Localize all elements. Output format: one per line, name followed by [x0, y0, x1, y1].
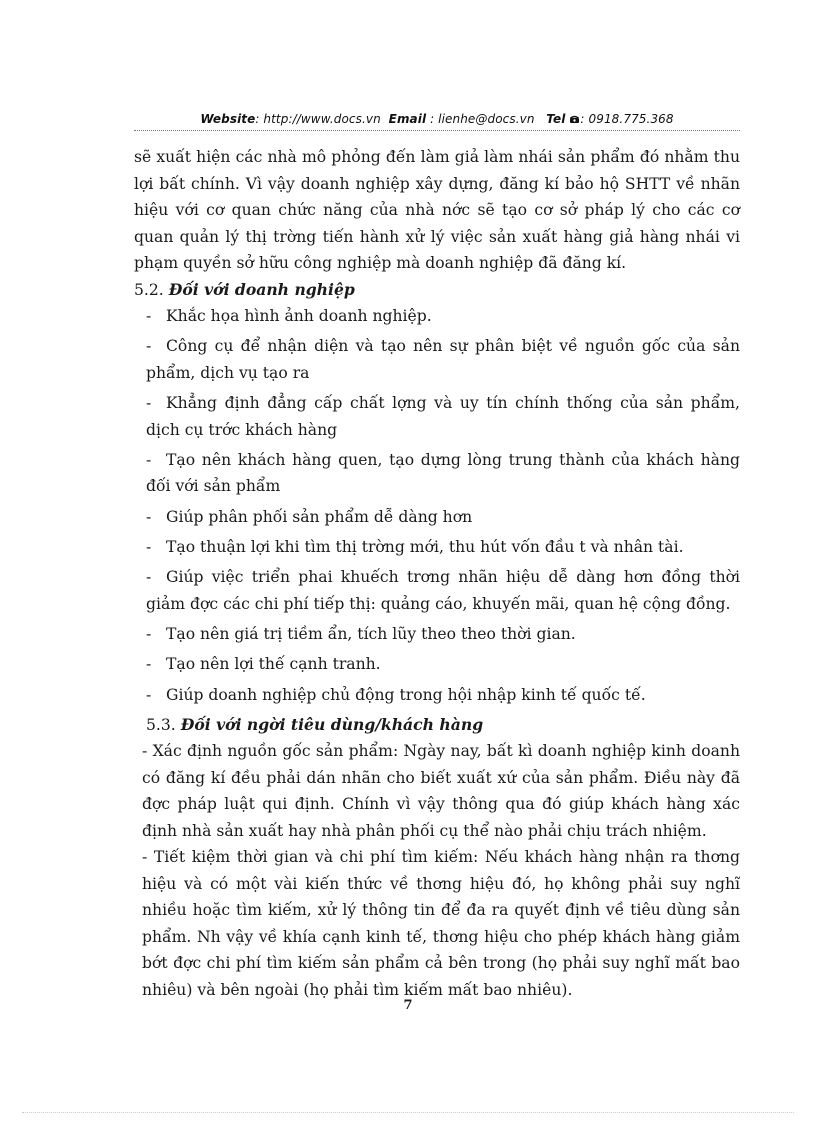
- footer-divider: [22, 1112, 794, 1113]
- bullet-marker: -: [146, 537, 152, 556]
- tel-label: Tel: [546, 112, 566, 126]
- header-divider: [134, 130, 740, 131]
- page-number: 7: [403, 998, 413, 1013]
- bullet-marker: -: [146, 337, 152, 356]
- consumer-benefit-paragraph: - Tiết kiệm thời gian và chi phí tìm kiếm: Nếu khách hàng nhận ra thơng hiệu và có một vài kiến thức về thơng hiệu đó, họ không phải suy nghĩ nhiều hoặc tìm kiếm, xử lý thông tin để đa ra quyết định về tiêu dùng sản phẩm. Nh vậy về khía cạnh kinh tế, thơng hiệu cho phép khách hàng giảm bớt đợc chi phí tìm kiếm sản phẩm cả bên trong (họ phải suy nghĩ mất bao nhiêu) và bên ngoài (họ phải tìm kiếm mất bao nhiêu).: [142, 848, 740, 999]
- section-number: 5.3.: [146, 715, 176, 734]
- bullet-marker: -: [146, 625, 152, 644]
- consumer-benefit-paragraph: - Xác định nguồn gốc sản phẩm: Ngày nay, bất kì doanh nghiệp kinh doanh có đăng kí đều phải dán nhãn cho biết xuất xứ của sản phẩm. Điều này đã đợc pháp luật qui định. Chính vì vậy thông qua đó giúp khách hàng xác định nhà sản xuất hay nhà phân phối cụ thể nào phải chịu trách nhiệm.: [142, 742, 740, 840]
- website-url[interactable]: : http://www.docs.vn: [255, 112, 381, 126]
- phone-icon: [569, 113, 580, 127]
- bullet-marker: -: [146, 307, 152, 325]
- email-label: Email: [388, 112, 427, 126]
- section-heading-5-3: [134, 712, 740, 739]
- intro-paragraph: sẽ xuất hiện các nhà mô phỏng đến làm giả làm nhái sản phẩm đó nhằm thu lợi bất chính. Vì vậy doanh nghiệp xây dựng, đăng kí bảo hộ SHTT về nhãn hiệu với cơ quan chức năng của nhà nớc sẽ tạo cơ sở pháp lý cho các cơ quan quản lý thị trờng tiến hành xử lý việc sản xuất hàng giả hàng nhái vi phạm quyền sở hữu công nghiệp mà doanh nghiệp đã đăng kí.: [134, 148, 740, 272]
- section-number: 5.2.: [134, 280, 164, 299]
- section-title: Đối với ngời tiêu dùng/khách hàng: [180, 714, 484, 734]
- list-item: - Tạo nên giá trị tiềm ẩn, tích lũy theo theo thời gian.: [134, 621, 740, 648]
- list-item: - Tạo nên khách hàng quen, tạo dựng lòng trung thành của khách hàng đối với sản phẩm: [134, 447, 740, 500]
- bullet-marker: -: [146, 655, 152, 674]
- list-item: - Tạo thuận lợi khi tìm thị trờng mới, thu hút vốn đầu t và nhân tài.: [134, 534, 740, 561]
- document-body: [134, 144, 740, 1003]
- bullet-marker: -: [146, 450, 152, 469]
- section-heading-5-2: [134, 277, 740, 304]
- email-address[interactable]: : lienhe@docs.vn: [426, 112, 535, 126]
- list-item: - Giúp việc triển phai khuếch trơng nhãn hiệu dễ dàng hơn đồng thời giảm đợc các chi phí tiếp thị: quảng cáo, khuyến mãi, quan hệ cộng đồng.: [134, 564, 740, 617]
- tel-number: : 0918.775.368: [580, 112, 674, 126]
- bullet-marker: -: [146, 394, 152, 413]
- bullet-marker: -: [146, 568, 152, 587]
- benefit-list: [134, 303, 740, 708]
- list-item: - Tạo nên lợi thế cạnh tranh.: [134, 651, 740, 678]
- bullet-marker: -: [146, 685, 152, 704]
- list-item: - Giúp phân phối sản phẩm dễ dàng hơn: [134, 504, 740, 531]
- section-title: Đối với doanh nghiệp: [168, 279, 355, 299]
- page-header: [134, 112, 740, 127]
- list-item: - Khẳng định đẳng cấp chất lợng và uy tín chính thống của sản phẩm, dịch cụ trớc khách hàng: [134, 390, 740, 443]
- website-label: Website: [200, 112, 256, 126]
- list-item: - Khắc họa hình ảnh doanh nghiệp.: [134, 303, 740, 330]
- list-item: - Giúp doanh nghiệp chủ động trong hội nhập kinh tế quốc tế.: [134, 682, 740, 709]
- bullet-marker: -: [146, 507, 152, 526]
- list-item: - Công cụ để nhận diện và tạo nên sự phân biệt về nguồn gốc của sản phẩm, dịch vụ tạo ra: [134, 333, 740, 386]
